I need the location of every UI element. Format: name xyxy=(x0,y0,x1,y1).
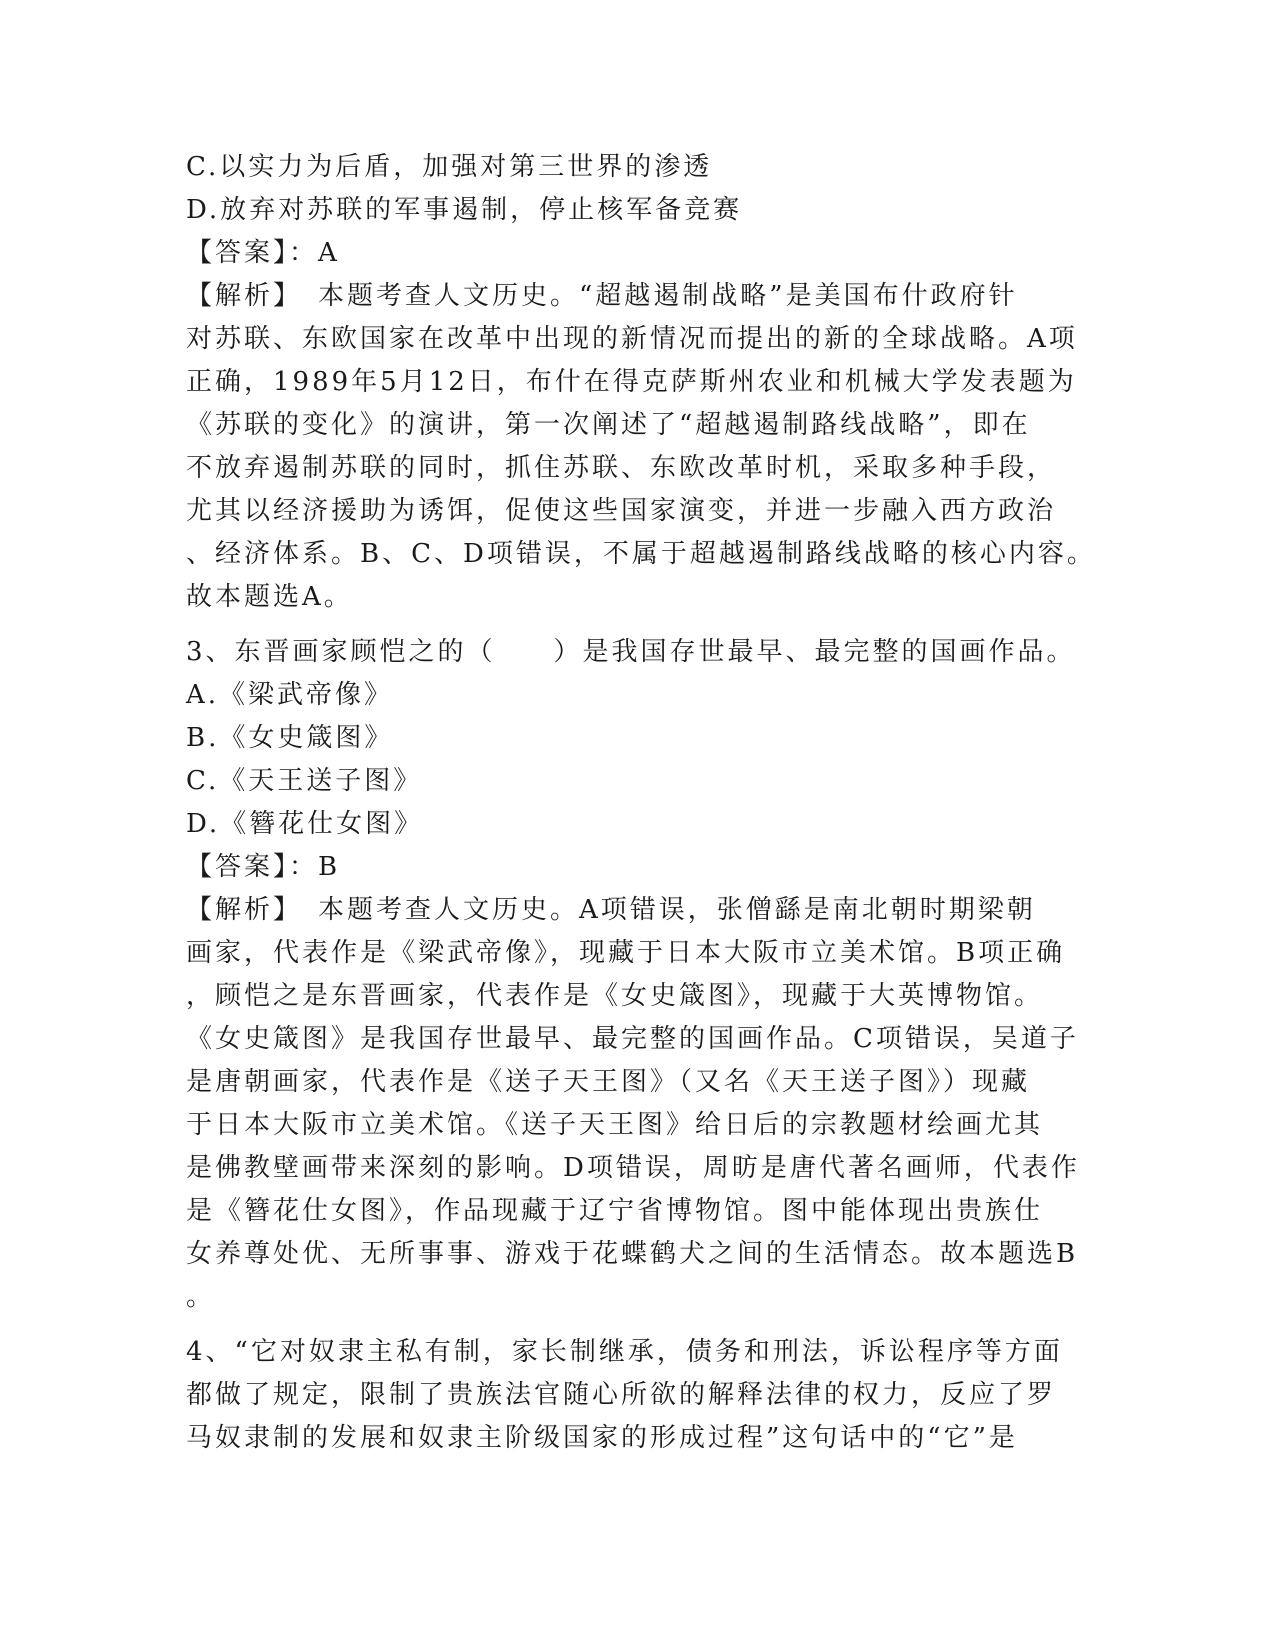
q3-analysis-line: 【解析】 本题考查人文历史。A项错误，张僧繇是南北朝时期梁朝 xyxy=(186,895,1036,925)
q3-option-c: C.《天王送子图》 xyxy=(186,766,423,796)
q4-stem-line: 马奴隶制的发展和奴隶主阶级国家的形成过程”这句话中的“它”是 xyxy=(186,1423,1018,1453)
q4-stem-line: 都做了规定，限制了贵族法官随心所欲的解释法律的权力，反应了罗 xyxy=(186,1380,1057,1410)
document-page xyxy=(186,146,1096,1460)
q2-analysis-line: 故本题选A。 xyxy=(186,582,353,612)
q4-stem-line: 4、“它对奴隶主私有制，家长制继承，债务和刑法，诉讼程序等方面 xyxy=(186,1337,1063,1367)
q3-stem: 3、东晋画家顾恺之的（ ）是我国存世最早、最完整的国画作品。 xyxy=(186,637,1076,667)
q3-analysis-line: 《女史箴图》是我国存世最早、最完整的国画作品。C项错误，吴道子 xyxy=(186,1024,1079,1054)
q3-analysis-line: 于日本大阪市立美术馆。《送子天王图》给日后的宗教题材绘画尤其 xyxy=(186,1110,1044,1140)
q3-analysis-line: 是《簪花仕女图》，作品现藏于辽宁省博物馆。图中能体现出贵族仕 xyxy=(186,1196,1044,1226)
q3-analysis-line: 画家，代表作是《梁武帝像》，现藏于日本大阪市立美术馆。B项正确 xyxy=(186,938,1066,968)
q2-option-d: D.放弃对苏联的军事遏制，停止核军备竞赛 xyxy=(186,195,743,225)
q2-analysis-line: 【解析】 本题考查人文历史。“超越遏制战略”是美国布什政府针 xyxy=(186,281,1018,311)
q3-analysis-line: 。 xyxy=(186,1282,216,1312)
q2-analysis-line: 《苏联的变化》的演讲，第一次阐述了“超越遏制路线战略”，即在 xyxy=(186,410,1031,440)
q3-option-d: D.《簪花仕女图》 xyxy=(186,809,424,839)
q2-answer: 【答案】：A xyxy=(186,238,340,268)
q2-analysis-line: 、经济体系。B、C、D项错误，不属于超越遏制路线战略的核心内容。 xyxy=(186,539,1096,569)
q3-analysis-line: 是唐朝画家，代表作是《送子天王图》（又名《天王送子图》）现藏 xyxy=(186,1067,1031,1097)
q2-analysis-line: 正确，1989年5月12日，布什在得克萨斯州农业和机械大学发表题为 xyxy=(186,367,1077,397)
q3-analysis-line: 是佛教壁画带来深刻的影响。D项错误，周昉是唐代著名画师，代表作 xyxy=(186,1153,1080,1183)
q2-analysis-line: 尤其以经济援助为诱饵，促使这些国家演变，并进一步融入西方政治 xyxy=(186,496,1057,526)
q3-analysis-line: ，顾恺之是东晋画家，代表作是《女史箴图》，现藏于大英博物馆。 xyxy=(186,981,1044,1011)
q3-answer: 【答案】：B xyxy=(186,852,341,882)
q2-analysis-line: 不放弃遏制苏联的同时，抓住苏联、东欧改革时机，采取多种手段， xyxy=(186,453,1057,483)
q2-analysis-line: 对苏联、东欧国家在改革中出现的新情况而提出的新的全球战略。A项 xyxy=(186,324,1078,354)
q2-option-c: C.以实力为后盾，加强对第三世界的渗透 xyxy=(186,152,713,182)
q3-analysis-line: 女养尊处优、无所事事、游戏于花蝶鹤犬之间的生活情态。故本题选B xyxy=(186,1239,1079,1269)
q3-option-a: A.《梁武帝像》 xyxy=(186,680,394,710)
q3-option-b: B.《女史箴图》 xyxy=(186,723,394,753)
